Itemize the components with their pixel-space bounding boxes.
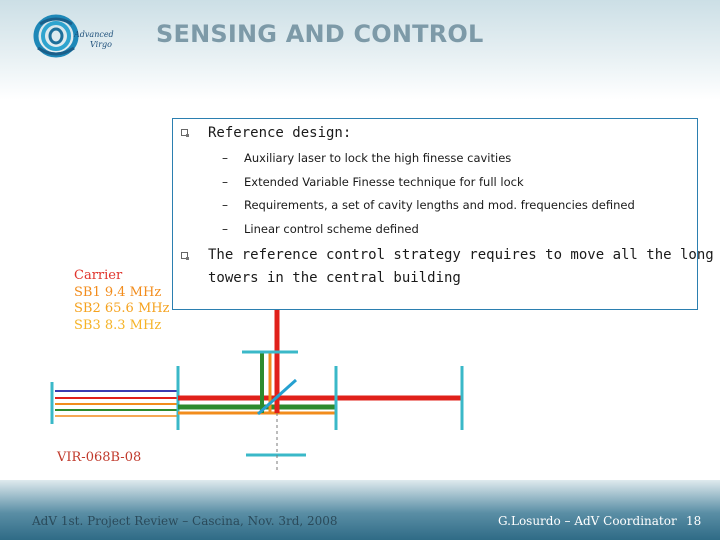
dash-marker: – [222, 198, 228, 212]
legend-sb2: SB2 65.6 MHz [74, 301, 170, 316]
sub-item: Extended Variable Finesse technique for full lock [244, 175, 524, 189]
logo-text-virgo: Virgo [90, 40, 112, 49]
footer-event: AdV 1st. Project Review – Cascina, Nov. 3rd, 2008 [32, 514, 338, 528]
bullet-reference-design: Reference design: [208, 125, 352, 141]
dash-marker: – [222, 222, 228, 236]
footer-author: G.Losurdo – AdV Coordinator [498, 514, 677, 528]
bullet-control-strategy-line1: The reference control strategy requires to move all the long [208, 247, 714, 263]
bullet-square-icon [181, 252, 188, 259]
logo-text-advanced: Advanced [74, 30, 114, 39]
bullet-control-strategy-line2: towers in the central building [208, 270, 461, 286]
frequency-legend [74, 268, 169, 334]
legend-carrier: Carrier [74, 268, 123, 283]
bullet-square-icon [181, 129, 188, 136]
sub-item: Linear control scheme defined [244, 222, 419, 236]
dash-marker: – [222, 175, 228, 189]
dash-marker: – [222, 151, 228, 165]
legend-sb3: SB3 8.3 MHz [74, 317, 162, 333]
slide-title: SENSING AND CONTROL [156, 20, 484, 48]
document-reference: VIR-068B-08 [57, 450, 142, 465]
page-number: 18 [686, 514, 702, 528]
legend-sb1: SB1 9.4 MHz [74, 284, 162, 300]
sub-item: Requirements, a set of cavity lengths and mod. frequencies defined [244, 198, 635, 212]
sub-item: Auxiliary laser to lock the high finesse cavities [244, 151, 512, 165]
